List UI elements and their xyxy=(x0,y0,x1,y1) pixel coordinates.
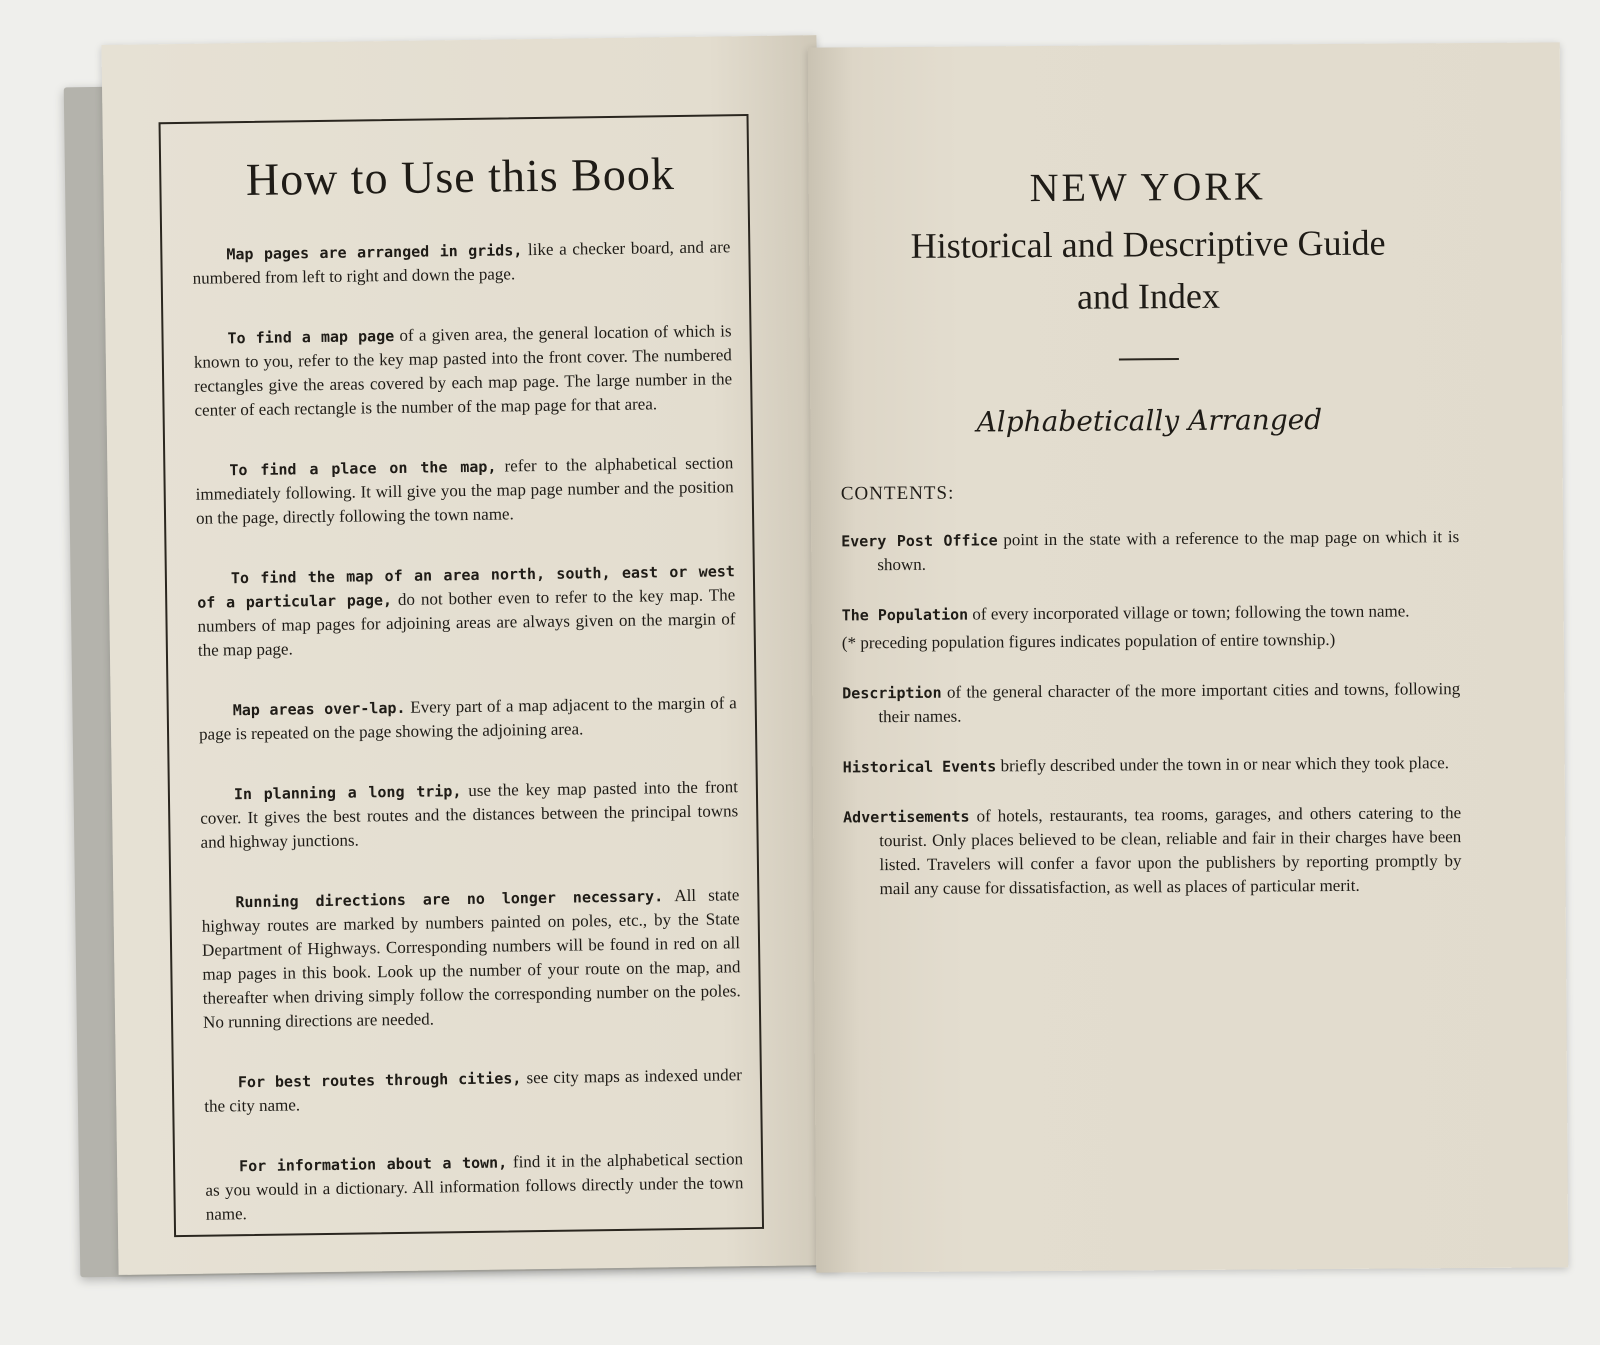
instruction-paragraph xyxy=(201,883,741,1034)
instruction-paragraph xyxy=(195,451,734,531)
paragraph-text: do not bother even to refer to the key map. The numbers of map pages for adjoining areas are always given on the margin of the map page. xyxy=(197,585,736,660)
entry-lead: Description xyxy=(842,683,942,703)
instruction-paragraph xyxy=(205,1147,744,1227)
book-subtitle-line-1: Historical and Descriptive Guide xyxy=(910,222,1386,266)
instruction-paragraph xyxy=(197,559,736,663)
entry-text: of hotels, restaurants, tea rooms, garages, and others catering to the tourist. Only places believed to be clean, reliable and fair in their charges have been listed. Travelers will confer a favor upon the publishers by reporting promptly by mail any cause for dissatisfaction, as well as places of particular merit. xyxy=(879,803,1462,899)
book-title: NEW YORK xyxy=(1029,163,1266,211)
entry-lead: Advertisements xyxy=(843,807,970,827)
entry-lead: The Population xyxy=(841,605,969,625)
paragraph-text: see city maps as indexed under the city name. xyxy=(204,1065,743,1116)
entry-text: point in the state with a reference to the map page on which it is shown. xyxy=(877,527,1460,575)
left-page xyxy=(101,35,833,1275)
instruction-paragraph xyxy=(204,1063,743,1119)
contents-label: CONTENTS: xyxy=(840,482,955,505)
paragraph-text: of a given area, the general location of which is known to you, refer to the key map pasted into the front cover. The numbered rectangles give the areas covered by each map page. The large number in the center of each rectangle is the number of the map page for that area. xyxy=(193,321,733,420)
contents-entry xyxy=(842,677,1460,729)
instructions-frame xyxy=(159,114,765,1237)
entry-text: briefly described under the town in or near which they took place. xyxy=(996,753,1450,776)
paragraph-lead: For best routes through cities, xyxy=(237,1069,522,1092)
paragraph-lead: In planning a long trip, xyxy=(233,782,462,804)
paragraph-text: find it in the alphabetical section as you would in a dictionary. All information follows directly under the town name. xyxy=(205,1149,744,1224)
contents-entry xyxy=(841,525,1459,577)
paragraph-lead: Map pages are arranged in grids, xyxy=(226,241,523,264)
entry-lead: Every Post Office xyxy=(841,531,998,551)
paragraph-text: Every part of a map adjacent to the margin of a page is repeated on the page showing the adjoining area. xyxy=(198,693,737,744)
paragraph-lead: For information about a town, xyxy=(238,1153,508,1176)
paragraph-lead: Running directions are no longer necessary. xyxy=(235,887,664,912)
paragraph-text: like a checker board, and are numbered from left to right and down the page. xyxy=(192,237,731,288)
entry-text: of the general character of the more important cities and towns, following their names. xyxy=(878,679,1461,727)
book-subtitle-line-2: and Index xyxy=(1076,275,1221,317)
paragraph-text: All state highway routes are marked by numbers painted on poles, etc., by the State Department of Highways. Corresponding numbers will be found in red on all map pages in this book. Look up the number of your route on the map, and thereafter when driving simply follow the corresponding number on the poles. No running directions are needed. xyxy=(201,885,741,1032)
instruction-paragraph xyxy=(193,319,732,423)
title-page-content xyxy=(839,161,1462,927)
title-divider xyxy=(1119,358,1179,360)
paragraph-lead: To find the map of an area north, south, east or west of a particular page, xyxy=(197,562,735,612)
contents-entry xyxy=(842,599,1460,627)
paragraph-text: use the key map pasted into the front cover. It gives the best routes and the distances between the principal towns and highway junctions. xyxy=(200,777,739,852)
population-note: (* preceding population figures indicates population of entire township.) xyxy=(841,629,1336,653)
paragraph-lead: To find a map page xyxy=(227,326,395,348)
arrangement-note: Alphabetically Arranged xyxy=(976,403,1323,439)
paragraph-lead: Map areas over-lap. xyxy=(232,698,406,720)
instruction-paragraph xyxy=(192,235,731,291)
contents-entry xyxy=(843,751,1461,779)
contents-entry xyxy=(843,801,1462,901)
entry-text: of every incorporated village or town; following the town name. xyxy=(968,601,1410,624)
page-heading: How to Use this Book xyxy=(245,148,676,206)
paragraph-text: refer to the alphabetical section immediately following. It will give you the map page number and the position on the page, directly following the town name. xyxy=(195,453,734,528)
right-page xyxy=(808,42,1569,1272)
paragraph-lead: To find a place on the map, xyxy=(229,457,497,480)
entry-lead: Historical Events xyxy=(842,757,997,777)
instruction-paragraph xyxy=(200,775,739,855)
instruction-paragraph xyxy=(199,691,738,747)
